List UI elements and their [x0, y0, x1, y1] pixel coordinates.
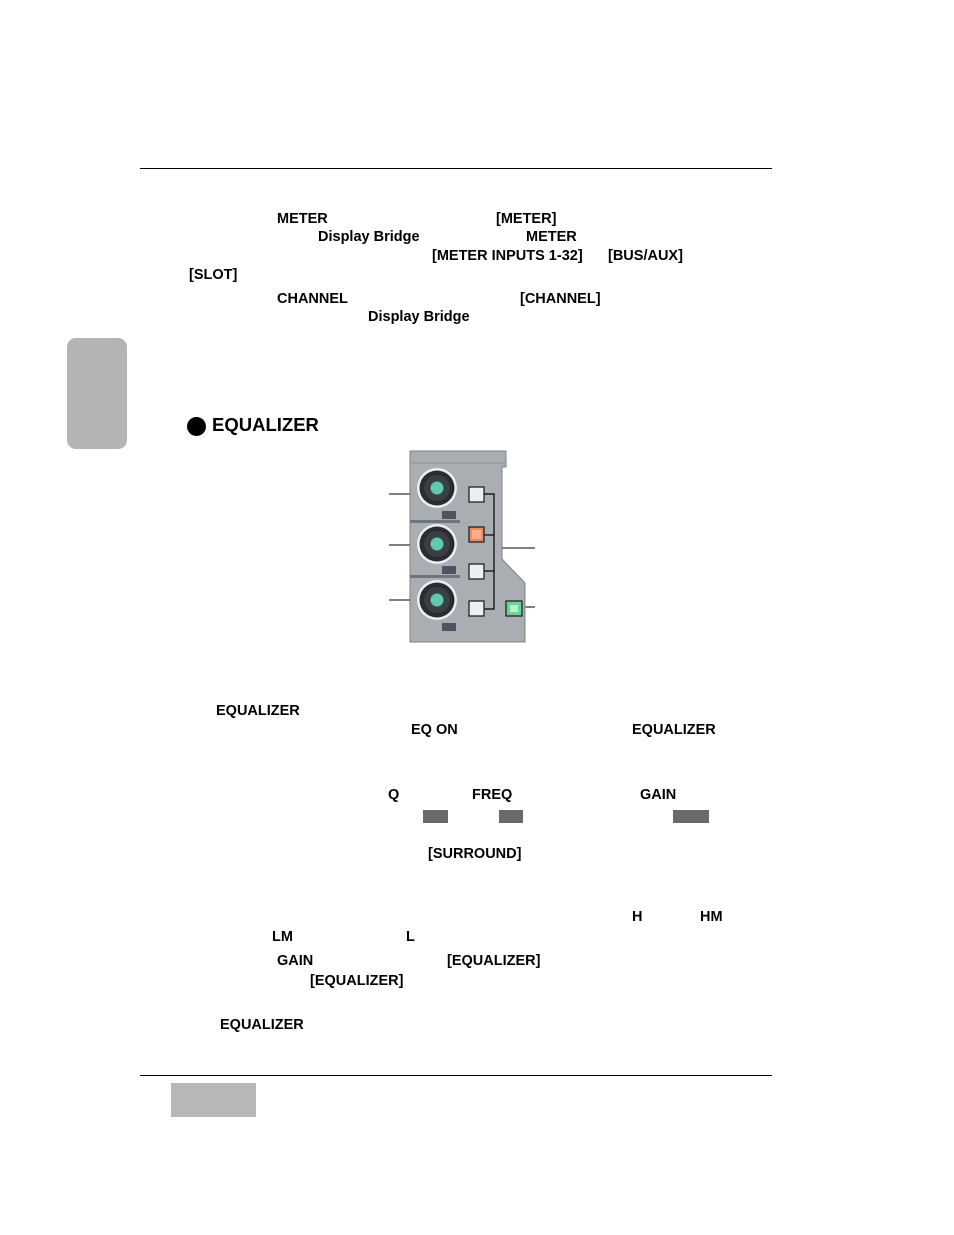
surround-key-label: [SURROUND]: [428, 846, 522, 862]
section-title: EQUALIZER: [212, 414, 319, 435]
band-h-button-icon: [469, 487, 484, 502]
equalizer-label: EQUALIZER: [216, 703, 300, 719]
band-l-label: L: [406, 929, 415, 945]
meter-inputs-key-label: [METER INPUTS 1-32]: [432, 248, 583, 264]
display-bridge-label: Display Bridge: [318, 229, 420, 245]
gain-label-2: GAIN: [277, 953, 314, 969]
band-hm-label: HM: [700, 909, 723, 925]
meter-label: METER: [277, 211, 328, 227]
equalizer-label-2: EQUALIZER: [632, 722, 716, 738]
q-knob-icon: [417, 468, 457, 508]
section-bullet-icon: [187, 417, 206, 436]
band-lm-label: LM: [272, 929, 293, 945]
q-label: Q: [388, 787, 400, 803]
meter-label-2: METER: [526, 229, 577, 245]
gain-knob-icon: [417, 580, 457, 620]
band-h-label: H: [632, 909, 643, 925]
freq-label: FREQ: [472, 787, 513, 803]
band-l-button-icon: [469, 601, 484, 616]
equalizer-key-label-2: [EQUALIZER]: [310, 973, 404, 989]
band-lm-button-icon: [469, 564, 484, 579]
gain-display-swatch: [673, 810, 709, 823]
freq-display-swatch: [499, 810, 523, 823]
slot-key-label: [SLOT]: [189, 267, 238, 283]
bus-aux-key-label: [BUS/AUX]: [608, 248, 683, 264]
header-rule: [140, 168, 772, 169]
footer-rule: [140, 1075, 772, 1076]
equalizer-panel-illustration: [385, 447, 545, 647]
channel-key-label: [CHANNEL]: [520, 291, 601, 307]
eq-on-label: EQ ON: [411, 722, 458, 738]
equalizer-key-label: [EQUALIZER]: [447, 953, 541, 969]
gain-label: GAIN: [640, 787, 677, 803]
channel-label: CHANNEL: [277, 291, 348, 307]
q-display-swatch: [423, 810, 448, 823]
page-number-box: [171, 1083, 256, 1117]
display-bridge-label-2: Display Bridge: [368, 309, 470, 325]
equalizer-label-3: EQUALIZER: [220, 1017, 304, 1033]
chapter-side-tab: [67, 338, 127, 449]
freq-knob-icon: [417, 524, 457, 564]
meter-key-label: [METER]: [496, 211, 557, 227]
